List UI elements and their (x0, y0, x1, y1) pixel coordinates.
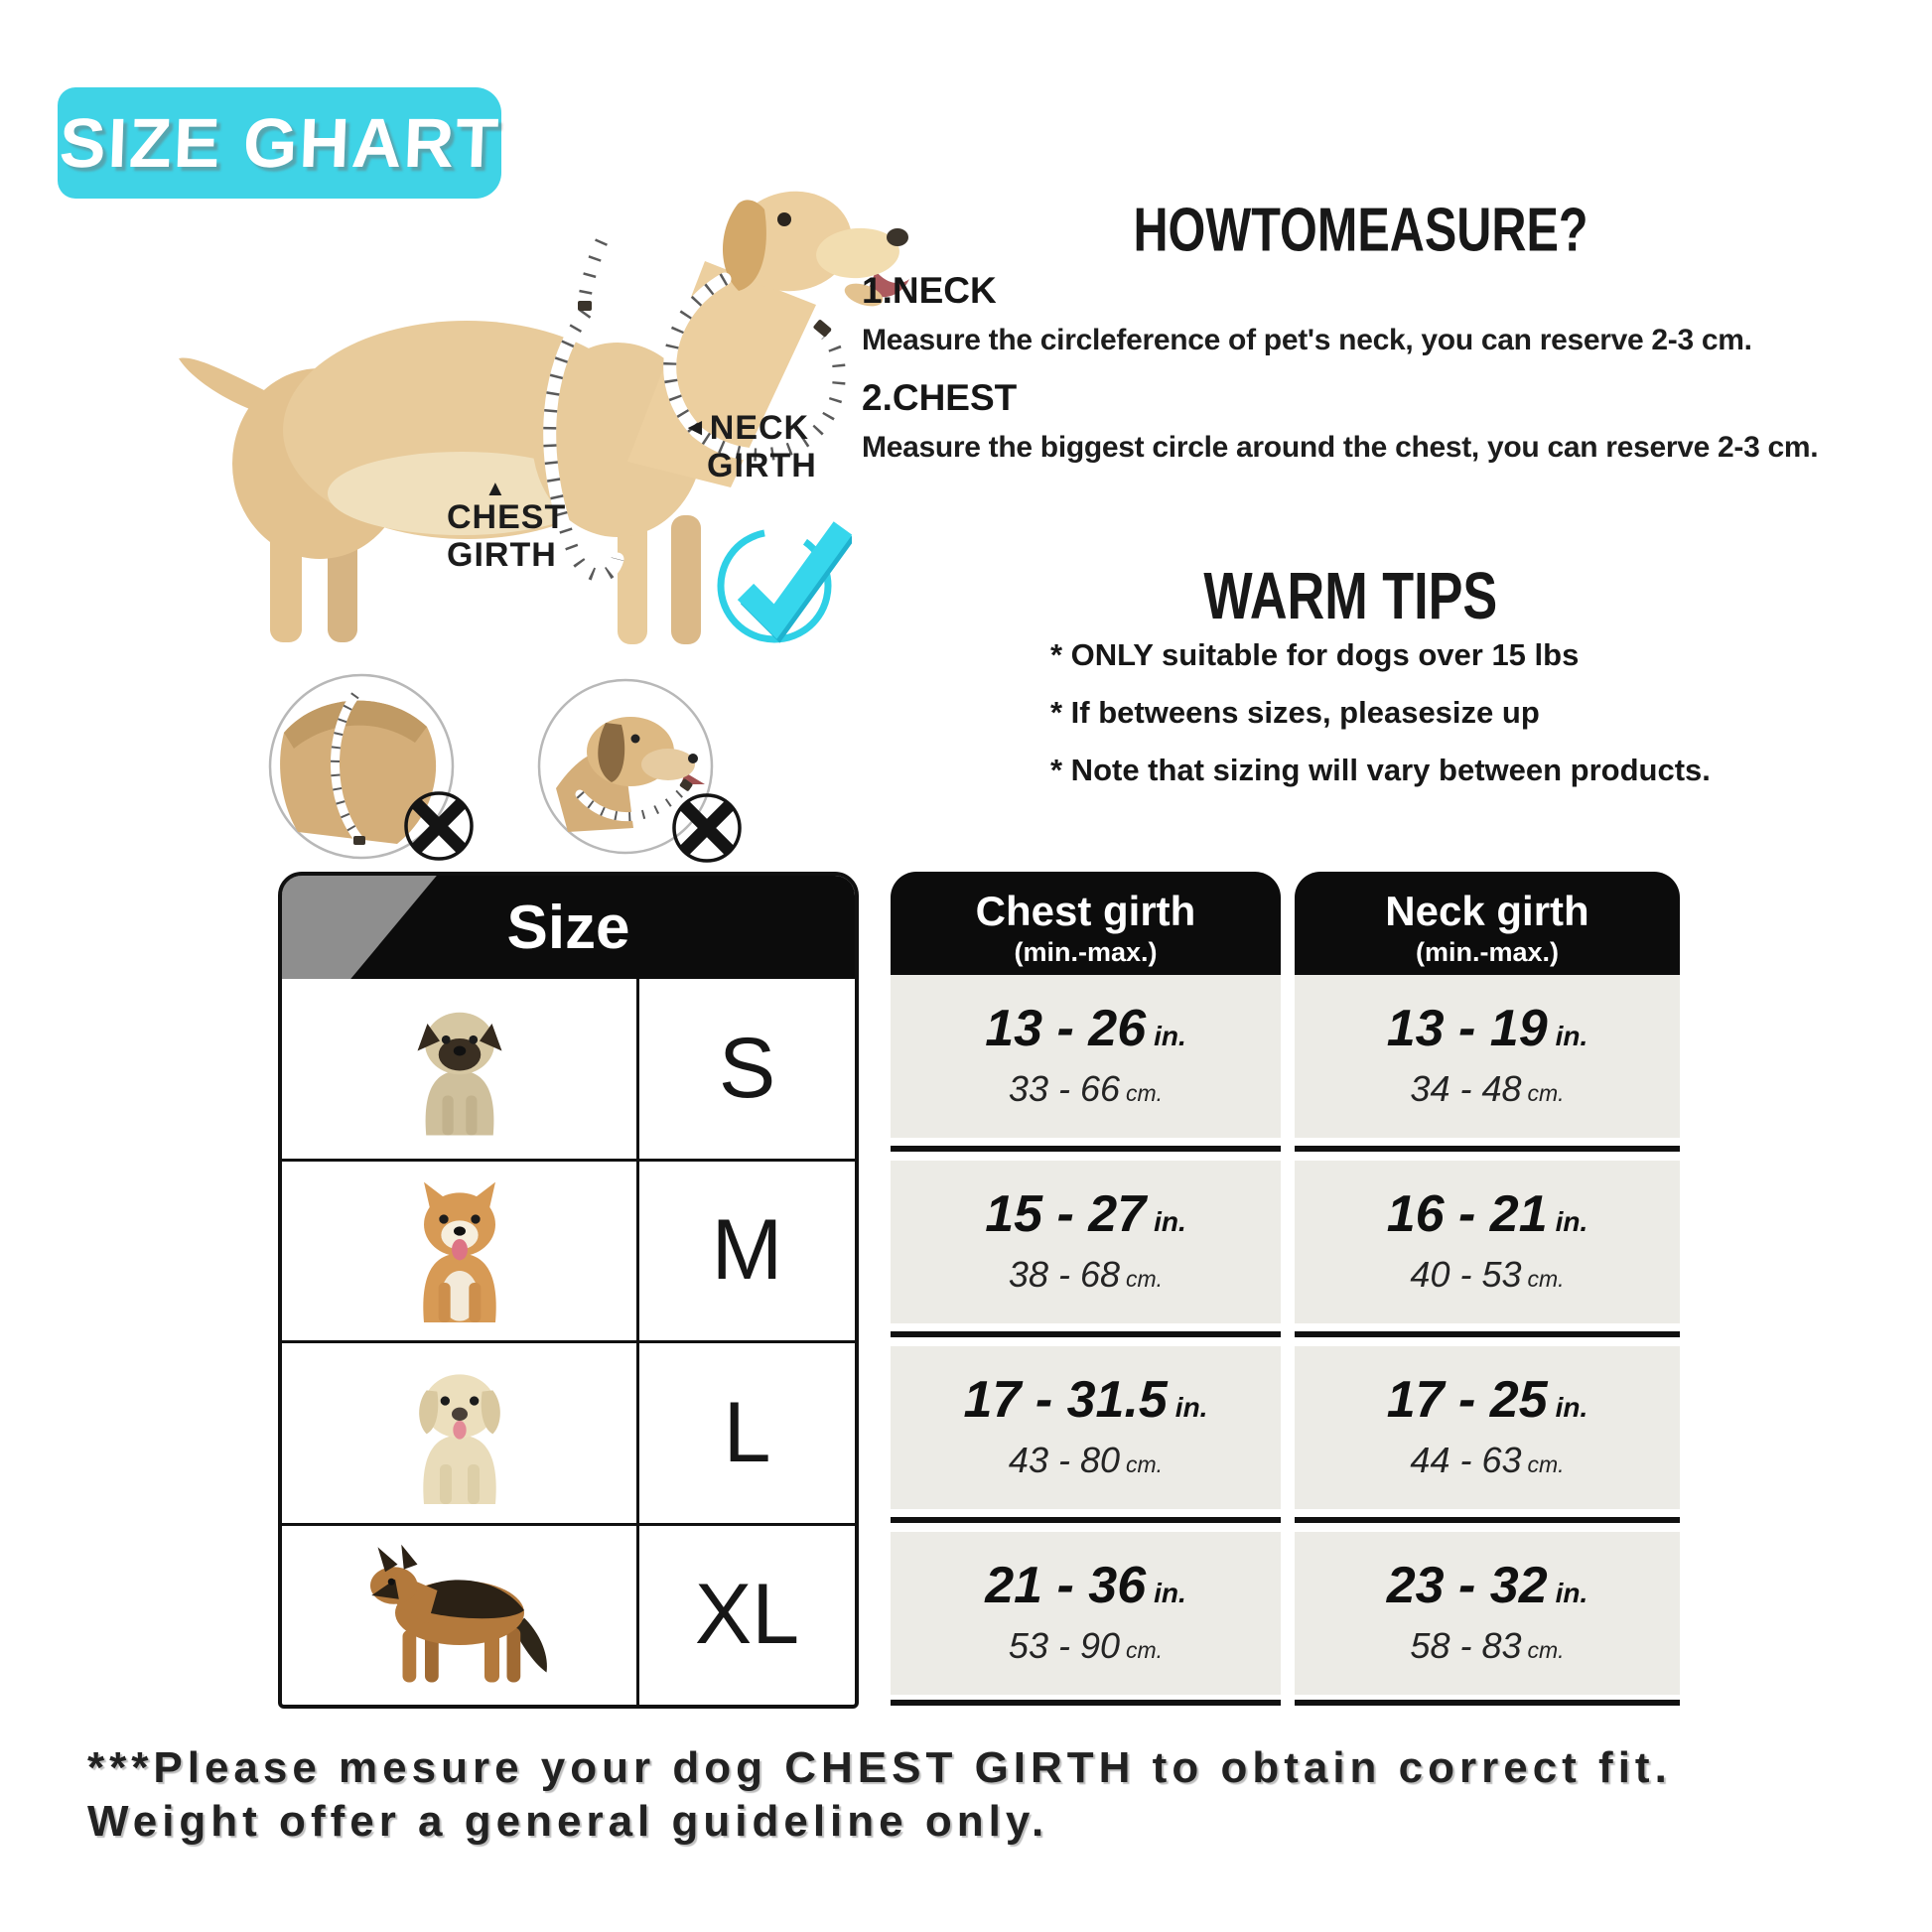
arrow-up-icon: ▲ (484, 476, 507, 500)
neck-girth-cell-l: 17 - 25 in. 44 - 63 cm. (1295, 1346, 1680, 1509)
dog-image-pug (385, 994, 534, 1143)
table-row (282, 979, 855, 1159)
row-divider (1295, 1138, 1680, 1161)
table-row (282, 1340, 855, 1523)
step-neck-title: 1.NECK (862, 270, 997, 311)
table-bottom-border (1295, 1695, 1680, 1709)
neck-girth-cell-m: 16 - 21 in. 40 - 53 cm. (1295, 1161, 1680, 1323)
step-chest-text: Measure the biggest circle around the chest, you can reserve 2-3 cm. (862, 431, 1819, 464)
warm-tip: * ONLY suitable for dogs over 15 lbs (1050, 637, 1580, 672)
row-divider (891, 1138, 1281, 1161)
size-letter: XL (636, 1526, 855, 1706)
size-column-title: Size (506, 893, 630, 962)
dog-image-labrador (380, 1353, 539, 1512)
page-title: SIZE GHART (58, 104, 501, 182)
chest-girth-header: Chest girth (min.-max.) (891, 872, 1281, 975)
size-letter: M (636, 1162, 855, 1341)
cross-icon (671, 792, 743, 864)
neck-girth-header: Neck girth (min.-max.) (1295, 872, 1680, 975)
warm-tip: * If betweens sizes, pleasesize up (1050, 695, 1540, 730)
footer-note-line1: ***Please mesure your dog CHEST GIRTH to obtain correct fit. (87, 1743, 1672, 1792)
chest-girth-label: ▲ CHEST GIRTH (447, 476, 567, 574)
table-row (282, 1523, 855, 1706)
neck-girth-cell-xl: 23 - 32 in. 58 - 83 cm. (1295, 1532, 1680, 1695)
step-chest-title: 2.CHEST (862, 377, 1018, 418)
neck-girth-label: ◄NECK GIRTH (683, 409, 817, 484)
neck-girth-cell-s: 13 - 19 in. 34 - 48 cm. (1295, 975, 1680, 1138)
warm-tips-heading: WARM TIPS (1203, 559, 1497, 633)
size-table-header (282, 876, 855, 979)
row-divider (1295, 1323, 1680, 1346)
step-neck-text: Measure the circleference of pet's neck, you can reserve 2-3 cm. (862, 324, 1752, 356)
size-letter: S (636, 979, 855, 1159)
size-letter: L (636, 1343, 855, 1523)
neck-girth-column (1295, 872, 1680, 1709)
row-divider (891, 1509, 1281, 1532)
chest-girth-column (891, 872, 1281, 1709)
chest-girth-cell-l: 17 - 31.5 in. 43 - 80 cm. (891, 1346, 1281, 1509)
chest-girth-cell-xl: 21 - 36 in. 53 - 90 cm. (891, 1532, 1281, 1695)
chest-girth-cell-s: 13 - 26 in. 33 - 66 cm. (891, 975, 1281, 1138)
row-divider (1295, 1509, 1680, 1532)
size-table (278, 872, 859, 1709)
arrow-left-icon: ◄ (683, 414, 708, 441)
warm-tip: * Note that sizing will vary between products. (1050, 753, 1711, 787)
table-bottom-border (891, 1695, 1281, 1709)
footer-note-line2: Weight offer a general guideline only. (87, 1797, 1049, 1846)
cross-icon (403, 790, 475, 862)
dog-image-german-shepherd (301, 1541, 619, 1690)
table-row (282, 1159, 855, 1341)
check-icon (713, 508, 852, 647)
row-divider (891, 1323, 1281, 1346)
chest-girth-cell-m: 15 - 27 in. 38 - 68 cm. (891, 1161, 1281, 1323)
how-to-measure-heading: HOWTOMEASURE? (1132, 196, 1588, 265)
dog-image-shiba-inu (380, 1172, 539, 1330)
